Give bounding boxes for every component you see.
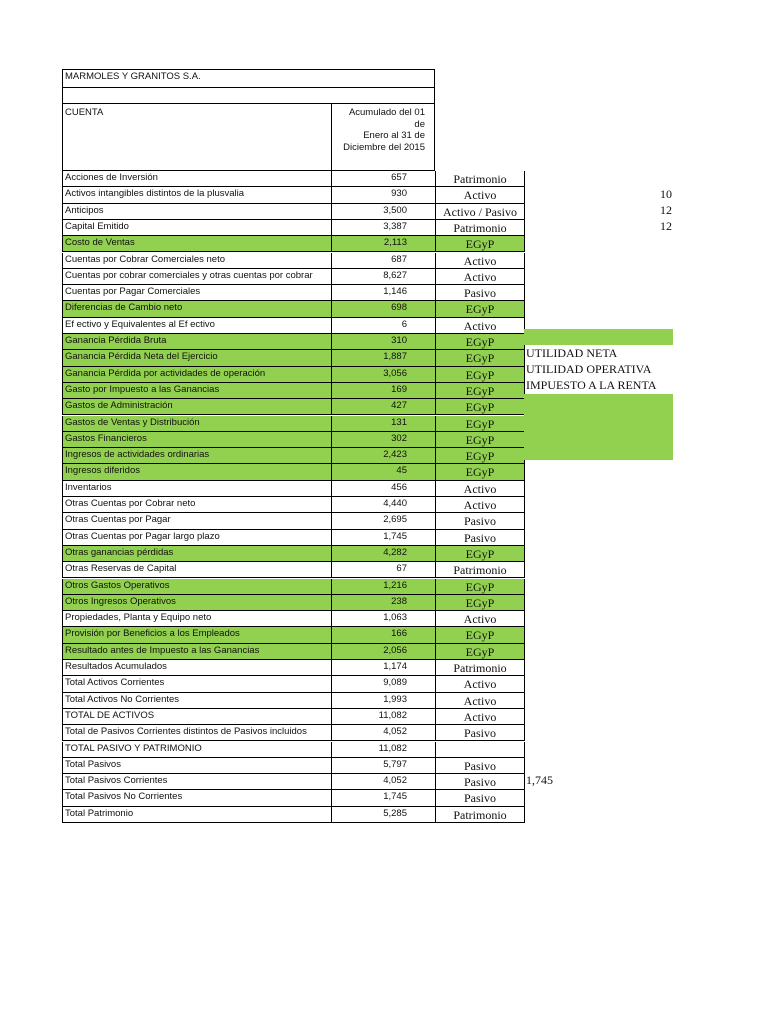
account-classification: EGyP xyxy=(435,383,525,399)
table-row xyxy=(62,562,524,578)
account-value: 456 xyxy=(331,481,435,497)
account-name: Acciones de Inversión xyxy=(62,171,332,187)
header-amount-line: Acumulado del 01 xyxy=(348,107,425,118)
account-value: 3,056 xyxy=(331,367,435,383)
account-name: Total de Pasivos Corrientes distintos de Pasivos incluidos xyxy=(62,725,332,741)
account-name: Otros Ingresos Operativos xyxy=(62,595,332,611)
account-name: Resultado antes de Impuesto a las Ganancias xyxy=(62,644,332,660)
account-name: Otras Reservas de Capital xyxy=(62,562,332,578)
table-row xyxy=(62,611,524,627)
header-amount-line: Diciembre del 2015 xyxy=(343,141,425,153)
account-classification: EGyP xyxy=(435,301,525,317)
account-name: Total Activos No Corrientes xyxy=(62,693,332,709)
table-row xyxy=(62,579,524,595)
account-classification: Activo / Pasivo xyxy=(435,204,525,220)
account-value: 698 xyxy=(331,301,435,317)
account-classification: Patrimonio xyxy=(435,220,525,236)
account-name: Otros Gastos Operativos xyxy=(62,579,332,595)
account-name: Gastos Financieros xyxy=(62,432,332,448)
account-classification: Activo xyxy=(435,693,525,709)
account-name: Cuentas por cobrar comerciales y otras cuentas por cobrar xyxy=(62,269,332,285)
account-classification: EGyP xyxy=(435,464,525,480)
account-value: 1,174 xyxy=(331,660,435,676)
title-divider xyxy=(62,87,435,88)
account-value: 1,146 xyxy=(331,285,435,301)
account-classification: Activo xyxy=(435,253,525,269)
side-number: 12 xyxy=(660,219,672,233)
table-row xyxy=(62,709,524,725)
account-classification: Pasivo xyxy=(435,758,525,774)
table-row xyxy=(62,464,524,480)
account-classification: EGyP xyxy=(435,644,525,660)
account-classification: Pasivo xyxy=(435,513,525,529)
account-classification: Activo xyxy=(435,269,525,285)
account-value: 8,627 xyxy=(331,269,435,285)
account-classification: Activo xyxy=(435,187,525,203)
account-name: Total Pasivos xyxy=(62,758,332,774)
header-cuenta: CUENTA xyxy=(65,107,104,118)
account-name: Gastos de Administración xyxy=(62,399,332,415)
table-row xyxy=(62,807,524,823)
table-row xyxy=(62,318,524,334)
table-row xyxy=(62,334,524,350)
table-row xyxy=(62,220,524,236)
account-name: Otras Cuentas por Pagar largo plazo xyxy=(62,530,332,546)
table-row xyxy=(62,350,524,366)
account-classification: EGyP xyxy=(435,432,525,448)
account-classification: Patrimonio xyxy=(435,562,525,578)
account-name: Propiedades, Planta y Equipo neto xyxy=(62,611,332,627)
account-value: 427 xyxy=(331,399,435,415)
account-value: 4,282 xyxy=(331,546,435,562)
header-amount-line: Enero al 31 de xyxy=(363,130,425,141)
account-value: 930 xyxy=(331,187,435,203)
account-name: Activos intangibles distintos de la plusvalia xyxy=(62,187,332,203)
account-name: Resultados Acumulados xyxy=(62,660,332,676)
account-name: Cuentas por Pagar Comerciales xyxy=(62,285,332,301)
table-row xyxy=(62,236,524,252)
account-classification: Pasivo xyxy=(435,725,525,741)
account-value: 657 xyxy=(331,171,435,187)
table-row xyxy=(62,416,524,432)
account-name: Total Pasivos No Corrientes xyxy=(62,790,332,806)
account-value: 4,440 xyxy=(331,497,435,513)
account-name: Gasto por Impuesto a las Ganancias xyxy=(62,383,332,399)
account-classification: Activo xyxy=(435,481,525,497)
account-classification: EGyP xyxy=(435,334,525,350)
account-name: TOTAL DE ACTIVOS xyxy=(62,709,332,725)
table-row xyxy=(62,269,524,285)
table-row xyxy=(62,546,524,562)
account-classification: Pasivo xyxy=(435,790,525,806)
table-row xyxy=(62,171,524,187)
account-value: 687 xyxy=(331,253,435,269)
side-note-utilidad-operativa: UTILIDAD OPERATIVA xyxy=(526,362,652,376)
account-name: Diferencias de Cambio neto xyxy=(62,301,332,317)
side-number: 10 xyxy=(660,187,672,201)
account-name: Anticipos xyxy=(62,204,332,220)
table-row xyxy=(62,742,524,758)
account-name: TOTAL PASIVO Y PATRIMONIO xyxy=(62,742,332,758)
account-classification: Activo xyxy=(435,318,525,334)
account-name: Ef ectivo y Equivalentes al Ef ectivo xyxy=(62,318,332,334)
account-value: 11,082 xyxy=(331,709,435,725)
side-highlight xyxy=(524,394,673,460)
account-name: Ganancia Pérdida por actividades de operación xyxy=(62,367,332,383)
side-number: 12 xyxy=(660,203,672,217)
account-name: Capital Emitido xyxy=(62,220,332,236)
account-name: Otras Cuentas por Pagar xyxy=(62,513,332,529)
account-value: 1,887 xyxy=(331,350,435,366)
account-name: Total Patrimonio xyxy=(62,807,332,823)
account-name: Provisión por Beneficios a los Empleados xyxy=(62,627,332,643)
account-classification: EGyP xyxy=(435,350,525,366)
account-value: 1,745 xyxy=(331,530,435,546)
table-row xyxy=(62,627,524,643)
table-row xyxy=(62,301,524,317)
account-classification: EGyP xyxy=(435,627,525,643)
account-value: 4,052 xyxy=(331,774,435,790)
table-row xyxy=(62,285,524,301)
table-row xyxy=(62,367,524,383)
account-classification: EGyP xyxy=(435,448,525,464)
account-value: 1,993 xyxy=(331,693,435,709)
table-row xyxy=(62,399,524,415)
account-classification: EGyP xyxy=(435,546,525,562)
account-value: 169 xyxy=(331,383,435,399)
table-row xyxy=(62,758,524,774)
account-classification: EGyP xyxy=(435,236,525,252)
account-value: 238 xyxy=(331,595,435,611)
header-amount-line: de xyxy=(414,118,425,130)
account-name: Total Activos Corrientes xyxy=(62,676,332,692)
table-row xyxy=(62,660,524,676)
side-note-pasivo-nc: 1,745 xyxy=(526,773,553,787)
account-classification: EGyP xyxy=(435,595,525,611)
table-row xyxy=(62,595,524,611)
account-value: 5,797 xyxy=(331,758,435,774)
table-row xyxy=(62,432,524,448)
account-value: 2,056 xyxy=(331,644,435,660)
table-row xyxy=(62,204,524,220)
account-value: 2,423 xyxy=(331,448,435,464)
side-note-utilidad-neta: UTILIDAD NETA xyxy=(526,346,618,360)
account-value: 310 xyxy=(331,334,435,350)
table-row xyxy=(62,644,524,660)
company-title: MARMOLES Y GRANITOS S.A. xyxy=(65,71,201,82)
table-row xyxy=(62,253,524,269)
account-value: 131 xyxy=(331,416,435,432)
table-row xyxy=(62,676,524,692)
account-value: 45 xyxy=(331,464,435,480)
table-row xyxy=(62,774,524,790)
account-name: Otras ganancias pérdidas xyxy=(62,546,332,562)
table-row xyxy=(62,513,524,529)
account-name: Ganancia Pérdida Bruta xyxy=(62,334,332,350)
account-classification: Patrimonio xyxy=(435,660,525,676)
table-row xyxy=(62,383,524,399)
account-value: 11,082 xyxy=(331,742,435,758)
account-classification: EGyP xyxy=(435,399,525,415)
account-classification: Patrimonio xyxy=(435,171,525,187)
account-name: Ingresos de actividades ordinarias xyxy=(62,448,332,464)
account-classification: Activo xyxy=(435,709,525,725)
account-name: Ganancia Pérdida Neta del Ejercicio xyxy=(62,350,332,366)
account-name: Ingresos diferidos xyxy=(62,464,332,480)
account-name: Otras Cuentas por Cobrar neto xyxy=(62,497,332,513)
account-value: 302 xyxy=(331,432,435,448)
account-value: 67 xyxy=(331,562,435,578)
account-name: Gastos de Ventas y Distribución xyxy=(62,416,332,432)
header-divider xyxy=(331,103,332,171)
account-value: 2,695 xyxy=(331,513,435,529)
account-name: Total Pasivos Corrientes xyxy=(62,774,332,790)
account-value: 1,216 xyxy=(331,579,435,595)
side-highlight xyxy=(524,329,673,345)
table-row xyxy=(62,497,524,513)
account-classification: Pasivo xyxy=(435,285,525,301)
account-value: 1,063 xyxy=(331,611,435,627)
account-classification: EGyP xyxy=(435,579,525,595)
account-name: Costo de Ventas xyxy=(62,236,332,252)
table-row xyxy=(62,530,524,546)
account-value: 6 xyxy=(331,318,435,334)
account-classification: EGyP xyxy=(435,416,525,432)
table-row xyxy=(62,448,524,464)
account-name: Cuentas por Cobrar Comerciales neto xyxy=(62,253,332,269)
table-row xyxy=(62,481,524,497)
account-value: 2,113 xyxy=(331,236,435,252)
account-value: 4,052 xyxy=(331,725,435,741)
account-name: Inventarios xyxy=(62,481,332,497)
account-classification: Patrimonio xyxy=(435,807,525,823)
table-row xyxy=(62,725,524,741)
table-row xyxy=(62,790,524,806)
account-value: 3,500 xyxy=(331,204,435,220)
account-value: 1,745 xyxy=(331,790,435,806)
account-value: 166 xyxy=(331,627,435,643)
account-value: 5,285 xyxy=(331,807,435,823)
account-value: 9,089 xyxy=(331,676,435,692)
table-row xyxy=(62,693,524,709)
account-classification xyxy=(435,742,525,758)
account-value: 3,387 xyxy=(331,220,435,236)
account-classification: Activo xyxy=(435,611,525,627)
account-classification: Pasivo xyxy=(435,774,525,790)
account-classification: EGyP xyxy=(435,367,525,383)
account-classification: Activo xyxy=(435,676,525,692)
table-row xyxy=(62,187,524,203)
side-note-impuesto-renta: IMPUESTO A LA RENTA xyxy=(526,378,657,392)
header-amount xyxy=(333,107,425,153)
account-classification: Activo xyxy=(435,497,525,513)
account-classification: Pasivo xyxy=(435,530,525,546)
